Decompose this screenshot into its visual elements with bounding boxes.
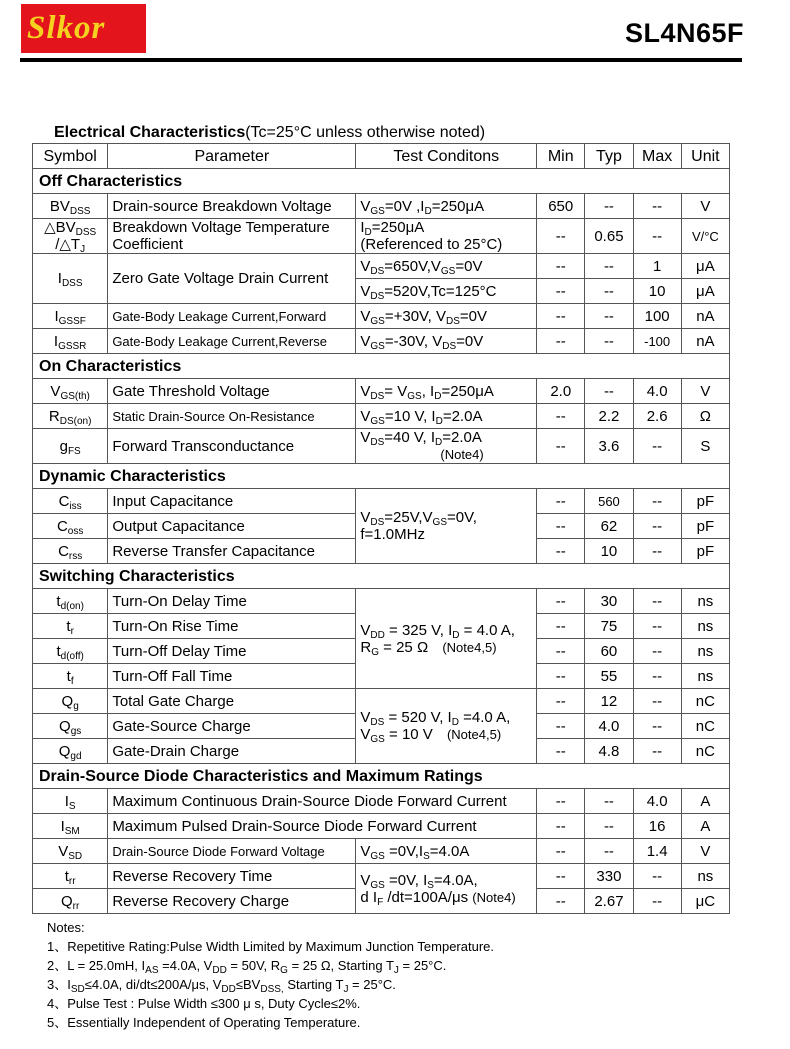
- typ-value: 4.0: [585, 714, 633, 739]
- unit-value: nC: [681, 689, 729, 714]
- typ-value: --: [585, 194, 633, 219]
- cond-dynamic: $V_{DS}=25V,V_{GS}=0V$, f=1.0MHz: [356, 489, 537, 564]
- header-row: [33, 144, 730, 169]
- table-row: [33, 589, 730, 614]
- unit-value: μC: [681, 889, 729, 914]
- min-value: --: [537, 689, 585, 714]
- section-diode: Drain-Source Diode Characteristics and Maximum Ratings: [33, 764, 730, 789]
- table-row: [33, 814, 730, 839]
- typ-value: 12: [585, 689, 633, 714]
- cond-reverse-recovery: $V_{GS} =0V$, $I_S=4.0A$, d $I_F$ /dt=100A/μs (Note4): [356, 864, 537, 914]
- symbol-ciss: $C_{iss}$: [33, 489, 108, 514]
- typ-value: 2.67: [585, 889, 633, 914]
- min-value: --: [537, 664, 585, 689]
- note-3: 3、$I_{SD}\le 4.0A$, di/dt≤200A/μs, $V_{DD}\le BV_{DSS,}$ Starting $T_J = 25^\circ C$.: [47, 977, 396, 995]
- part-number: SL4N65F: [624, 18, 744, 48]
- typ-value: 0.65: [585, 219, 633, 254]
- symbol-trr: $t_{rr}$: [33, 864, 108, 889]
- min-value: --: [537, 639, 585, 664]
- max-value: 10: [633, 279, 681, 304]
- symbol-vsd: $V_{SD}$: [33, 839, 108, 864]
- typ-value: --: [585, 304, 633, 329]
- max-value: --: [633, 489, 681, 514]
- max-value: --: [633, 589, 681, 614]
- typ-value: --: [585, 379, 633, 404]
- max-value: -100: [633, 329, 681, 354]
- max-value: --: [633, 429, 681, 464]
- param-tr: Turn-On Rise Time: [108, 614, 356, 639]
- param-tf: Turn-Off Fall Time: [108, 664, 356, 689]
- cond-vgsth: $V_{DS}= V_{GS}$, $I_D=250\mu A$: [356, 379, 537, 404]
- min-value: 2.0: [537, 379, 585, 404]
- param-idss: Zero Gate Voltage Drain Current: [108, 254, 356, 304]
- symbol-idss: $I_{DSS}$: [33, 254, 108, 304]
- min-value: --: [537, 219, 585, 254]
- max-value: --: [633, 639, 681, 664]
- min-value: --: [537, 304, 585, 329]
- max-value: --: [633, 664, 681, 689]
- symbol-tdon: $t_{d(on)}$: [33, 589, 108, 614]
- cond-igssr: $V_{GS}=-30V$, $V_{DS}=0V$: [356, 329, 537, 354]
- unit-value: V/°C: [681, 219, 729, 254]
- unit-value: ns: [681, 864, 729, 889]
- unit-value: A: [681, 789, 729, 814]
- typ-value: 4.8: [585, 739, 633, 764]
- typ-value: 30: [585, 589, 633, 614]
- typ-value: --: [585, 279, 633, 304]
- table-row: [33, 489, 730, 514]
- max-value: --: [633, 714, 681, 739]
- cond-line: f=1.0MHz: [360, 526, 425, 543]
- unit-value: A: [681, 814, 729, 839]
- col-max: Max: [633, 144, 681, 169]
- section-on: On Characteristics: [33, 354, 730, 379]
- unit-value: ns: [681, 639, 729, 664]
- cond-idss-2: $V_{DS}=520V,Tc=125^\circ C$: [356, 279, 537, 304]
- header-rule: [20, 58, 742, 62]
- max-value: 1.4: [633, 839, 681, 864]
- note-ref: (Note4): [440, 447, 484, 462]
- param-qgd: Gate-Drain Charge: [108, 739, 356, 764]
- caption-bold: Electrical Characteristics: [54, 124, 246, 141]
- section-switching: Switching Characteristics: [33, 564, 730, 589]
- typ-value: --: [585, 839, 633, 864]
- min-value: --: [537, 514, 585, 539]
- cond-switching: $V_{DD} = 325$ V, $I_D = 4.0$ A, $R_G = 25$ Ω (Note4,5): [356, 589, 537, 689]
- notes-title: Notes:: [47, 920, 85, 935]
- symbol-igssf: $I_{GSSF}$: [33, 304, 108, 329]
- table-row: [33, 689, 730, 714]
- param-is: Maximum Continuous Drain-Source Diode Forward Current: [108, 789, 537, 814]
- typ-value: 55: [585, 664, 633, 689]
- section-dynamic: Dynamic Characteristics: [33, 464, 730, 489]
- table-row: [33, 304, 730, 329]
- typ-value: 10: [585, 539, 633, 564]
- max-value: --: [633, 539, 681, 564]
- unit-value: nC: [681, 714, 729, 739]
- max-value: --: [633, 514, 681, 539]
- col-test-conditions: Test Conditons: [356, 144, 537, 169]
- param-trr: Reverse Recovery Time: [108, 864, 356, 889]
- cond-line: (Referenced to 25°C): [360, 236, 503, 253]
- note-ref: (Note4,5): [446, 727, 502, 742]
- min-value: --: [537, 279, 585, 304]
- symbol-qg: $Q_g$: [33, 689, 108, 714]
- unit-value: ns: [681, 589, 729, 614]
- param-gfs: Forward Transconductance: [108, 429, 356, 464]
- note-1: 1、Repetitive Rating:Pulse Width Limited by Maximum Junction Temperature.: [47, 939, 495, 954]
- typ-value: 330: [585, 864, 633, 889]
- param-igssr: Gate-Body Leakage Current,Reverse: [108, 329, 356, 354]
- symbol-coss: $C_{oss}$: [33, 514, 108, 539]
- symbol-rdson: $R_{DS(on)}$: [33, 404, 108, 429]
- note-ref: (Note4,5): [442, 639, 497, 655]
- min-value: --: [537, 329, 585, 354]
- cond-igssf: $V_{GS}=+30V$, $V_{DS}=0V$: [356, 304, 537, 329]
- table-row: [33, 864, 730, 889]
- max-value: --: [633, 194, 681, 219]
- unit-value: nA: [681, 304, 729, 329]
- symbol-tr: $t_r$: [33, 614, 108, 639]
- min-value: --: [537, 789, 585, 814]
- unit-value: ns: [681, 664, 729, 689]
- unit-value: nC: [681, 739, 729, 764]
- param-qgs: Gate-Source Charge: [108, 714, 356, 739]
- cond-gate-charge: $V_{DS} = 520$ V, $I_D =4.0$ A, $V_{GS} = 10$ V (Note4,5): [356, 689, 537, 764]
- unit-value: S: [681, 429, 729, 464]
- max-value: 16: [633, 814, 681, 839]
- param-tdon: Turn-On Delay Time: [108, 589, 356, 614]
- param-ism: Maximum Pulsed Drain-Source Diode Forward Current: [108, 814, 537, 839]
- cond-idss-1: $V_{DS}=650V,V_{GS}=0V$: [356, 254, 537, 279]
- min-value: --: [537, 864, 585, 889]
- param-line: Coefficient: [112, 236, 183, 253]
- note-5: 5、Essentially Independent of Operating Temperature.: [47, 1015, 361, 1030]
- unit-value: Ω: [681, 404, 729, 429]
- max-value: --: [633, 889, 681, 914]
- typ-value: 2.2: [585, 404, 633, 429]
- unit-value: V: [681, 194, 729, 219]
- typ-value: --: [585, 329, 633, 354]
- max-value: --: [633, 614, 681, 639]
- symbol-is: $I_S$: [33, 789, 108, 814]
- typ-value: 60: [585, 639, 633, 664]
- min-value: --: [537, 614, 585, 639]
- typ-value: --: [585, 254, 633, 279]
- typ-value: --: [585, 814, 633, 839]
- cond-rdson: $V_{GS}=10$ V, $I_D=2.0A$: [356, 404, 537, 429]
- table-row: [33, 839, 730, 864]
- min-value: --: [537, 714, 585, 739]
- logo-text: Slkor: [27, 10, 106, 46]
- typ-value: 75: [585, 614, 633, 639]
- typ-value: 62: [585, 514, 633, 539]
- cond-vsd: $V_{GS} =0V,I_S=4.0A$: [356, 839, 537, 864]
- table-caption: [54, 124, 485, 142]
- brand-logo: [21, 4, 146, 53]
- cond-dbvdss: $I_D=250\mu A$ (Referenced to 25°C): [356, 219, 537, 254]
- max-value: --: [633, 739, 681, 764]
- min-value: --: [537, 429, 585, 464]
- table-row: [33, 219, 730, 254]
- col-typ: Typ: [585, 144, 633, 169]
- min-value: --: [537, 489, 585, 514]
- unit-value: nA: [681, 329, 729, 354]
- col-min: Min: [537, 144, 585, 169]
- table-row: [33, 789, 730, 814]
- section-off: Off Characteristics: [33, 169, 730, 194]
- param-vgsth: Gate Threshold Voltage: [108, 379, 356, 404]
- max-value: 4.0: [633, 789, 681, 814]
- symbol-tdoff: $t_{d(off)}$: [33, 639, 108, 664]
- param-igssf: Gate-Body Leakage Current,Forward: [108, 304, 356, 329]
- min-value: 650: [537, 194, 585, 219]
- param-dbvdss: [108, 219, 356, 254]
- min-value: --: [537, 739, 585, 764]
- param-rdson: Static Drain-Source On-Resistance: [108, 404, 356, 429]
- max-value: --: [633, 689, 681, 714]
- max-value: --: [633, 219, 681, 254]
- electrical-characteristics-table: [32, 143, 730, 914]
- param-ciss: Input Capacitance: [108, 489, 356, 514]
- symbol-tf: $t_f$: [33, 664, 108, 689]
- min-value: --: [537, 839, 585, 864]
- table-row: [33, 404, 730, 429]
- symbol-vgsth: $V_{GS(th)}$: [33, 379, 108, 404]
- unit-value: μA: [681, 279, 729, 304]
- table-row: [33, 329, 730, 354]
- cond-text: =520V,Tc=125°C: [384, 282, 497, 300]
- unit-value: V: [681, 379, 729, 404]
- unit-value: V: [681, 839, 729, 864]
- unit-value: pF: [681, 514, 729, 539]
- table-row: [33, 379, 730, 404]
- caption-rest: (Tc=25°C unless otherwise noted): [245, 124, 486, 141]
- note-4: 4、Pulse Test : Pulse Width ≤300 μ s, Duty Cycle≤2%.: [47, 996, 361, 1011]
- min-value: --: [537, 539, 585, 564]
- min-value: --: [537, 889, 585, 914]
- min-value: --: [537, 814, 585, 839]
- symbol-ism: $I_{SM}$: [33, 814, 108, 839]
- param-crss: Reverse Transfer Capacitance: [108, 539, 356, 564]
- cond-gfs: $V_{DS}=40$ V, $I_D=2.0A$ (Note4): [356, 429, 537, 464]
- min-value: --: [537, 254, 585, 279]
- unit-value: pF: [681, 539, 729, 564]
- param-tdoff: Turn-Off Delay Time: [108, 639, 356, 664]
- typ-value: 560: [585, 489, 633, 514]
- note-2: 2、L = 25.0mH, $I_{AS} =4.0A$, $V_{DD} = 50V$, $R_G = 25$ Ω, Starting $T_J = 25^\circ C$.: [47, 958, 447, 976]
- col-unit: Unit: [681, 144, 729, 169]
- min-value: --: [537, 589, 585, 614]
- param-line: Breakdown Voltage Temperature: [112, 219, 330, 236]
- max-value: --: [633, 864, 681, 889]
- col-parameter: Parameter: [108, 144, 356, 169]
- note-ref: (Note4): [472, 889, 516, 905]
- param-qg: Total Gate Charge: [108, 689, 356, 714]
- cond-bvdss: $V_{GS}=0V$ $,I_D=250\mu A$: [356, 194, 537, 219]
- unit-value: pF: [681, 489, 729, 514]
- max-value: 2.6: [633, 404, 681, 429]
- unit-value: ns: [681, 614, 729, 639]
- table-row: [33, 194, 730, 219]
- symbol-crss: $C_{rss}$: [33, 539, 108, 564]
- symbol-gfs: $g_{FS}$: [33, 429, 108, 464]
- unit-value: μA: [681, 254, 729, 279]
- symbol-qgs: $Q_{gs}$: [33, 714, 108, 739]
- typ-value: 3.6: [585, 429, 633, 464]
- symbol-dbvdss: $\triangle BV_{DSS}$ $/\triangle T_J$: [33, 219, 108, 254]
- min-value: --: [537, 404, 585, 429]
- param-bvdss: Drain-source Breakdown Voltage: [108, 194, 356, 219]
- symbol-qgd: $Q_{gd}$: [33, 739, 108, 764]
- max-value: 1: [633, 254, 681, 279]
- symbol-igssr: $I_{GSSR}$: [33, 329, 108, 354]
- symbol-qrr: $Q_{rr}$: [33, 889, 108, 914]
- symbol-bvdss: $BV_{DSS}$: [33, 194, 108, 219]
- table-row: [33, 429, 730, 464]
- notes: [47, 918, 494, 1032]
- typ-value: --: [585, 789, 633, 814]
- max-value: 4.0: [633, 379, 681, 404]
- param-coss: Output Capacitance: [108, 514, 356, 539]
- param-vsd: Drain-Source Diode Forward Voltage: [108, 839, 356, 864]
- table-row: [33, 254, 730, 279]
- param-qrr: Reverse Recovery Charge: [108, 889, 356, 914]
- col-symbol: Symbol: [33, 144, 108, 169]
- max-value: 100: [633, 304, 681, 329]
